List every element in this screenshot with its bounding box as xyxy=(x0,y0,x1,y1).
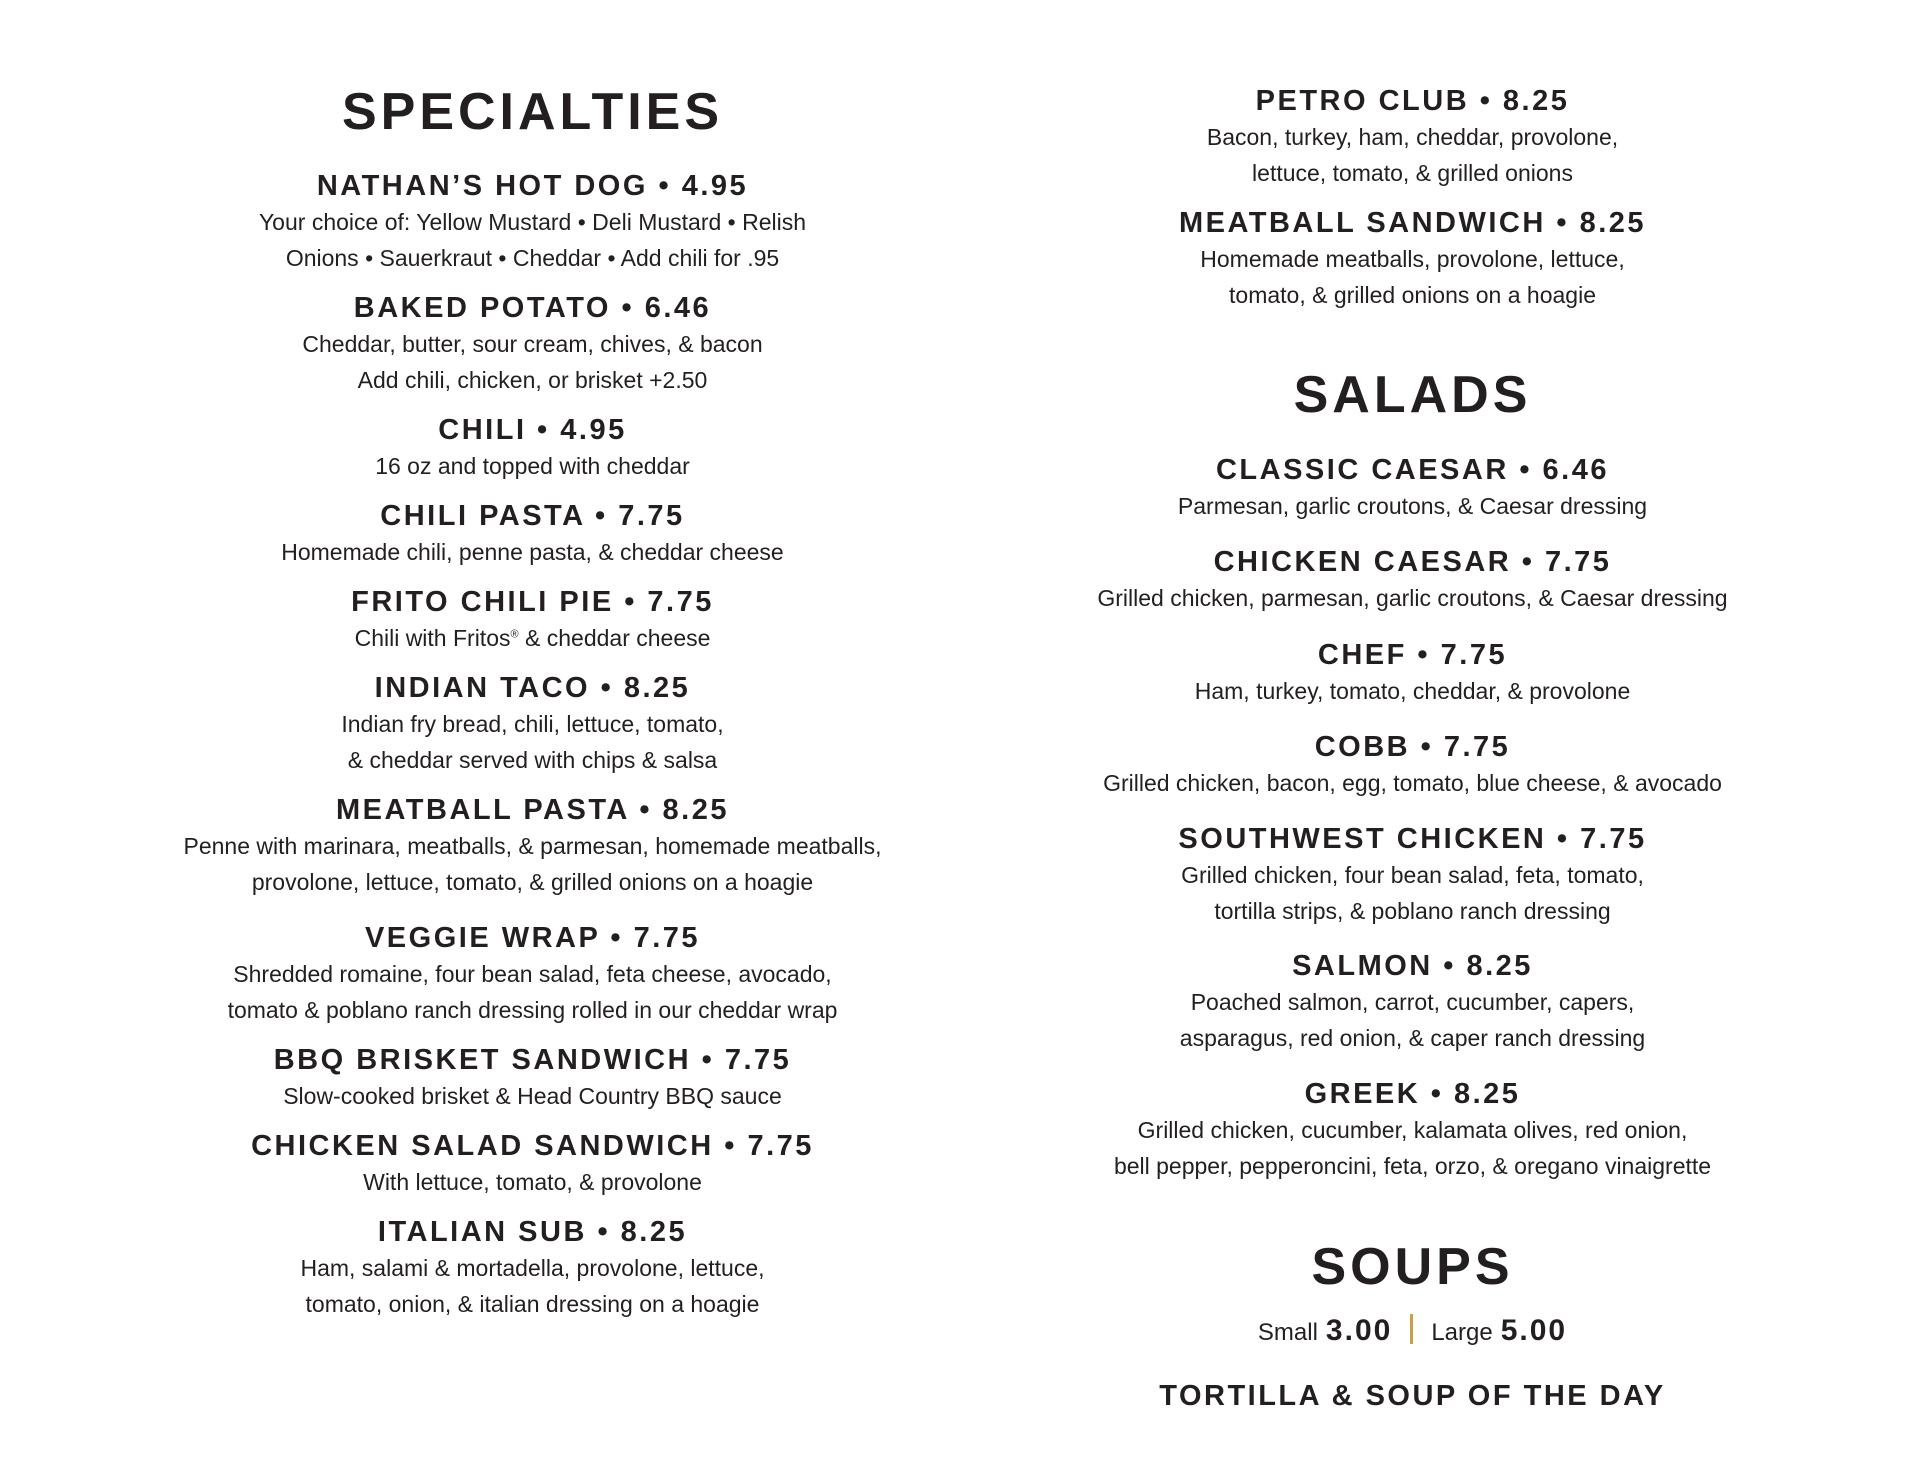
item-description: tomato, onion, & italian dressing on a hoagie xyxy=(305,1291,760,1317)
menu-item-classic-caesar xyxy=(1005,452,1820,524)
soup-small-label: Small xyxy=(1257,1319,1318,1346)
item-description: Grilled chicken, four bean salad, feta, tomato, xyxy=(1181,862,1644,888)
item-description: Bacon, turkey, ham, cheddar, provolone, xyxy=(1206,124,1619,150)
menu-item-chili xyxy=(60,412,1005,484)
soup-large-price: 5.00 xyxy=(1500,1314,1568,1347)
menu-item-southwest-chicken xyxy=(1005,821,1820,929)
item-title: BAKED POTATO • 6.46 xyxy=(353,292,712,324)
item-description: Homemade meatballs, provolone, lettuce, xyxy=(1200,246,1625,272)
item-title: CHILI • 4.95 xyxy=(438,414,627,446)
item-title: NATHAN’S HOT DOG • 4.95 xyxy=(316,170,749,202)
salads-heading: SALADS xyxy=(1293,366,1532,424)
item-description: tomato, & grilled onions on a hoagie xyxy=(1229,282,1596,308)
item-description: 16 oz and topped with cheddar xyxy=(375,453,690,479)
menu-item-meatball-sandwich xyxy=(1005,205,1820,313)
menu-item-chef xyxy=(1005,637,1820,709)
item-description: bell pepper, pepperoncini, feta, orzo, & oregano vinaigrette xyxy=(1113,1153,1712,1179)
item-description: Homemade chili, penne pasta, & cheddar cheese xyxy=(281,539,784,565)
item-description: provolone, lettuce, tomato, & grilled onions on a hoagie xyxy=(251,869,814,895)
item-title: PETRO CLUB • 8.25 xyxy=(1255,85,1570,117)
item-title: CLASSIC CAESAR • 6.46 xyxy=(1215,454,1609,486)
item-title: COBB • 7.75 xyxy=(1314,731,1511,763)
item-description: Slow-cooked brisket & Head Country BBQ sauce xyxy=(283,1083,782,1109)
item-description: Parmesan, garlic croutons, & Caesar dressing xyxy=(1177,493,1648,519)
menu-item-bbq-brisket-sandwich xyxy=(60,1042,1005,1114)
item-title: CHICKEN CAESAR • 7.75 xyxy=(1213,546,1612,578)
item-description: tortilla strips, & poblano ranch dressing xyxy=(1214,898,1611,924)
item-title: CHEF • 7.75 xyxy=(1317,639,1508,671)
menu-item-chicken-caesar xyxy=(1005,544,1820,616)
desc-text: Chili with Fritos xyxy=(354,625,511,651)
item-title: BBQ BRISKET SANDWICH • 7.75 xyxy=(273,1044,792,1076)
menu-item-baked-potato xyxy=(60,290,1005,398)
item-title: SOUTHWEST CHICKEN • 7.75 xyxy=(1178,823,1647,855)
item-description: asparagus, red onion, & caper ranch dressing xyxy=(1179,1025,1646,1051)
item-description: Indian fry bread, chili, lettuce, tomato, xyxy=(341,711,724,737)
specialties-heading: SPECIALTIES xyxy=(341,83,724,141)
item-description: Ham, turkey, tomato, cheddar, & provolone xyxy=(1194,678,1631,704)
item-title: CHICKEN SALAD SANDWICH • 7.75 xyxy=(251,1130,814,1162)
item-title: CHILI PASTA • 7.75 xyxy=(380,500,685,532)
item-title: TORTILLA & SOUP OF THE DAY xyxy=(1159,1380,1666,1412)
item-description: Penne with marinara, meatballs, & parmesan, homemade meatballs, xyxy=(183,833,882,859)
item-title: ITALIAN SUB • 8.25 xyxy=(377,1216,688,1248)
desc-text: & cheddar cheese xyxy=(518,625,711,651)
item-title: SALMON • 8.25 xyxy=(1292,950,1533,982)
item-title: GREEK • 8.25 xyxy=(1304,1078,1521,1110)
item-description: Grilled chicken, parmesan, garlic croutons, & Caesar dressing xyxy=(1097,585,1728,611)
item-description: tomato & poblano ranch dressing rolled in our cheddar wrap xyxy=(227,997,838,1023)
registered-mark: ® xyxy=(510,628,519,641)
menu-item-italian-sub xyxy=(60,1214,1005,1322)
item-description: Onions • Sauerkraut • Cheddar • Add chili for .95 xyxy=(285,245,780,271)
item-description: lettuce, tomato, & grilled onions xyxy=(1252,160,1573,186)
soup-prices xyxy=(1005,1314,1820,1348)
item-description: Ham, salami & mortadella, provolone, lettuce, xyxy=(300,1255,765,1281)
menu-item-greek xyxy=(1005,1076,1820,1184)
item-description: & cheddar served with chips & salsa xyxy=(347,747,718,773)
menu-item-chili-pasta xyxy=(60,498,1005,570)
soups-heading: SOUPS xyxy=(1311,1238,1514,1296)
item-description: Your choice of: Yellow Mustard • Deli Mustard • Relish xyxy=(258,209,807,235)
menu-item-veggie-wrap xyxy=(60,920,1005,1028)
menu-item-meatball-pasta xyxy=(60,792,1005,900)
menu-item-petro-club xyxy=(1005,83,1820,191)
item-description: Cheddar, butter, sour cream, chives, & bacon xyxy=(302,331,763,357)
price-divider xyxy=(1410,1314,1413,1344)
item-description: With lettuce, tomato, & provolone xyxy=(363,1169,702,1195)
menu-item-chicken-salad-sandwich xyxy=(60,1128,1005,1200)
item-title: MEATBALL SANDWICH • 8.25 xyxy=(1178,207,1647,239)
soup-large-label: Large xyxy=(1431,1319,1493,1346)
item-description xyxy=(60,620,1005,656)
item-description: Add chili, chicken, or brisket +2.50 xyxy=(357,367,708,393)
menu-item-cobb xyxy=(1005,729,1820,801)
menu-item-indian-taco xyxy=(60,670,1005,778)
item-title: FRITO CHILI PIE • 7.75 xyxy=(351,586,714,618)
menu-item-salmon xyxy=(1005,948,1820,1056)
item-title: MEATBALL PASTA • 8.25 xyxy=(336,794,729,826)
item-title: VEGGIE WRAP • 7.75 xyxy=(364,922,701,954)
menu-item-nathans-hot-dog xyxy=(60,168,1005,276)
item-description: Shredded romaine, four bean salad, feta cheese, avocado, xyxy=(233,961,832,987)
item-title: INDIAN TACO • 8.25 xyxy=(374,672,691,704)
menu-item-frito-chili-pie xyxy=(60,584,1005,656)
item-description: Grilled chicken, bacon, egg, tomato, blue cheese, & avocado xyxy=(1103,770,1722,796)
item-description: Poached salmon, carrot, cucumber, capers, xyxy=(1190,989,1635,1015)
menu-item-tortilla-soup xyxy=(1005,1378,1820,1414)
item-description: Grilled chicken, cucumber, kalamata olives, red onion, xyxy=(1137,1117,1688,1143)
soup-small-price: 3.00 xyxy=(1325,1314,1393,1347)
